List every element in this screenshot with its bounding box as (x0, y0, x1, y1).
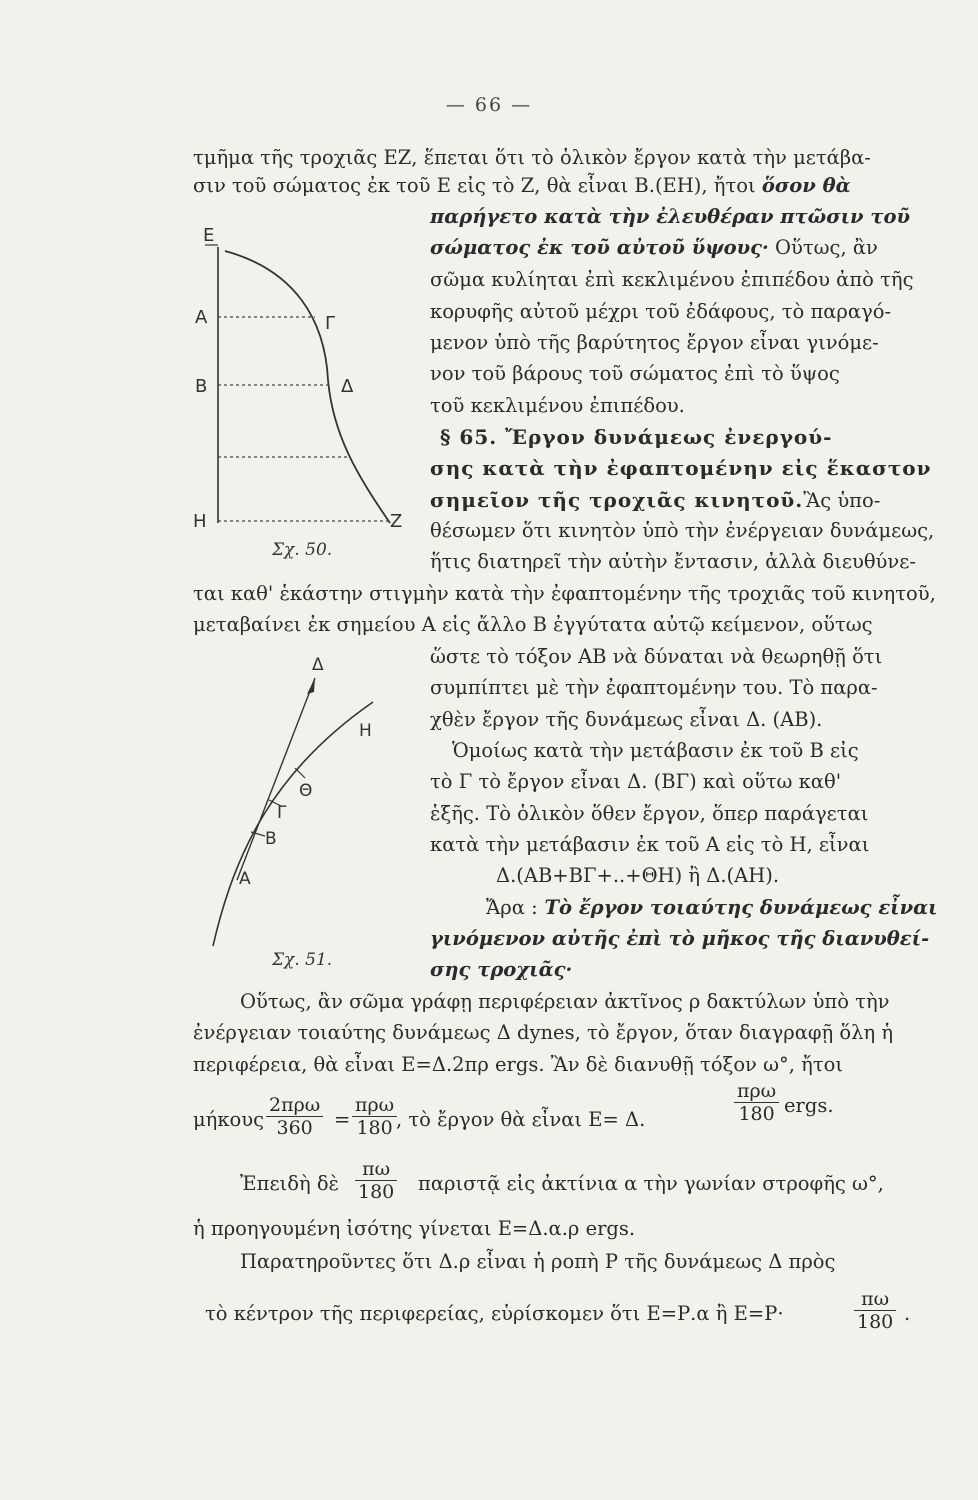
fig51-label-G: Γ (277, 803, 287, 823)
text-line-35-b: . (904, 1302, 911, 1325)
fraction-4-numerator: πω (355, 1158, 397, 1181)
figure-50-caption: Σχ. 50. (272, 540, 333, 560)
text-line-7: μενον ὑπὸ τῆς βαρύτητος ἔργον εἶναι γινόμε- (430, 331, 879, 354)
text-line-2-b: ὅσον θὰ (761, 174, 851, 197)
figure-51 (195, 650, 425, 960)
text-line-23: κατὰ τὴν μετάβασιν ἐκ τοῦ Α εἰς τὸ Η, εἶναι (430, 833, 870, 856)
text-line-4-a: σώματος ἐκ τοῦ αὐτοῦ ὕψους· (430, 236, 769, 259)
fraction-2-numerator: πρω (352, 1094, 397, 1117)
text-line-31-d: ergs. (784, 1094, 834, 1117)
fraction-3-denominator: 180 (738, 1103, 775, 1125)
section-title-part-2: σης κατὰ τὴν ἐφαπτομένην εἰς ἕκαστον (430, 456, 932, 480)
text-line-28: Οὕτως, ἂν σῶμα γράφῃ περιφέρειαν ἀκτῖνος ρ δακτύλων ὑπὸ τὴν (240, 990, 890, 1013)
fraction-5-denominator: 180 (857, 1311, 894, 1333)
text-line-34: Παρατηροῦντες ὅτι Δ.ρ εἶναι ἡ ροπὴ Ρ τῆς δυνάμεως Δ πρὸς (240, 1250, 836, 1273)
fig50-curve (225, 251, 390, 523)
fig51-tangent (237, 678, 315, 880)
text-line-22: ἑξῆς. Τὸ ὁλικὸν ὅθεν ἔργον, ὅπερ παράγεται (430, 802, 869, 825)
text-line-16: μεταβαίνει ἐκ σημείου Α εἰς ἄλλο Β ἐγγύτατα αὐτῷ κείμενον, οὕτως (193, 613, 873, 636)
fig51-arrowhead (307, 678, 315, 694)
fig51-label-D: Δ (312, 655, 324, 675)
text-line-24: Δ.(ΑΒ+ΒΓ+..+ΘΗ) ἢ Δ.(ΑΗ). (496, 864, 780, 887)
text-line-18: συμπίπτει μὲ τὴν ἐφαπτομένην του. Τὸ παρα- (430, 676, 878, 699)
text-line-32-b: παριστᾷ εἰς ἀκτίνια α τὴν γωνίαν στροφῆς ω°, (418, 1172, 884, 1195)
fig50-label-Z: Z (390, 511, 403, 532)
text-line-26: γινόμενον αὐτῆς ἐπὶ τὸ μῆκος τῆς διανυθεί- (430, 927, 930, 950)
fraction-2 (352, 1094, 397, 1139)
fraction-5-numerator: πω (854, 1288, 896, 1311)
figure-50 (185, 225, 425, 565)
fig50-label-D: Δ (341, 376, 354, 397)
section-title-part-1: Ἔργον δυνάμεως ἐνεργού- (497, 425, 833, 449)
fraction-4 (355, 1158, 397, 1203)
text-line-12 (430, 488, 880, 513)
text-line-31-a: μήκους (193, 1108, 265, 1131)
fig50-label-G: Γ (325, 313, 336, 334)
text-line-13: θέσωμεν ὅτι κινητὸν ὑπὸ τὴν ἐνέργειαν δυνάμεως, (430, 519, 935, 542)
figure-51-caption: Σχ. 51. (272, 950, 333, 970)
text-line-5: σῶμα κυλίηται ἐπὶ κεκλιμένου ἐπιπέδου ἀπὸ τῆς (430, 268, 914, 291)
text-line-32-a: Ἐπειδὴ δὲ (240, 1172, 340, 1195)
text-line-14: ἥτις διατηρεῖ τὴν αὐτὴν ἔντασιν, ἀλλὰ διευθύνε- (430, 550, 916, 573)
fig51-label-B: Β (265, 829, 277, 849)
fig50-label-B: Β (195, 376, 208, 397)
text-line-9: τοῦ κεκλιμένου ἐπιπέδου. (430, 394, 685, 417)
fraction-3 (734, 1080, 779, 1125)
text-line-25-b: Τὸ ἔργον τοιαύτης δυνάμεως εἶναι (537, 896, 938, 919)
text-line-1: τμῆμα τῆς τροχιᾶς ΕΖ, ἕπεται ὅτι τὸ ὁλικὸν ἔργον κατὰ τὴν μετάβα- (193, 146, 871, 169)
text-line-17: ὥστε τὸ τόξον ΑΒ νὰ δύναται νὰ θεωρηθῇ ὅτι (430, 645, 883, 668)
text-line-31-b: = (334, 1108, 351, 1131)
fig50-label-H: Η (193, 511, 207, 532)
fig51-label-TH: Θ (299, 781, 313, 801)
section-title-part-3: σημεῖον τῆς τροχιᾶς κινητοῦ. (430, 488, 804, 512)
fraction-5 (854, 1288, 896, 1333)
text-line-2 (193, 174, 851, 198)
fraction-2-denominator: 180 (356, 1117, 393, 1139)
text-line-19: χθὲν ἔργον τῆς δυνάμεως εἶναι Δ. (ΑΒ). (430, 708, 823, 731)
text-line-25 (486, 896, 938, 920)
text-line-20: Ὁμοίως κατὰ τὴν μετάβασιν ἐκ τοῦ Β εἰς (452, 739, 859, 762)
text-line-29: ἐνέργειαν τοιαύτης δυνάμεως Δ dynes, τὸ ἔργον, ὅταν διαγραφῇ ὅλη ἡ (193, 1021, 894, 1044)
text-line-3: παρήγετο κατὰ τὴν ἐλευθέραν πτῶσιν τοῦ (430, 205, 911, 228)
text-line-31-c: , τὸ ἔργον θὰ εἶναι Ε= Δ. (396, 1108, 646, 1131)
fig51-label-A: Α (239, 869, 251, 889)
fig51-trajectory (213, 702, 373, 946)
section-heading (440, 425, 832, 450)
text-line-25-a: Ἄρα : (486, 896, 538, 919)
fig51-label-H: Η (359, 721, 372, 741)
text-line-21: τὸ Γ τὸ ἔργον εἶναι Δ. (ΒΓ) καὶ οὕτω καθ' (430, 770, 842, 793)
text-line-33: ἡ προηγουμένη ἰσότης γίνεται Ε=Δ.α.ρ ergs. (193, 1217, 636, 1240)
text-line-4-b: Οὕτως, ἂν (768, 236, 878, 259)
section-number: § 65. (440, 425, 498, 449)
text-line-30: περιφέρεια, θὰ εἶναι Ε=Δ.2πρ ergs. Ἂν δὲ διανυθῇ τόξον ω°, ἤτοι (193, 1053, 844, 1076)
text-line-8: νον τοῦ βάρους τοῦ σώματος ἐπὶ τὸ ὕψος (430, 362, 840, 385)
fraction-1-numerator: 2πρω (266, 1094, 323, 1117)
fig51-mark-TH (295, 768, 305, 778)
page-number: — 66 — (445, 94, 533, 116)
fraction-4-denominator: 180 (358, 1181, 395, 1203)
text-line-12-b: Ἂς ὑπο- (803, 489, 881, 512)
fig50-label-E: Ε (203, 225, 215, 246)
text-line-15: ται καθ' ἑκάστην στιγμὴν κατὰ τὴν ἐφαπτομένην τῆς τροχιᾶς τοῦ κινητοῦ, (193, 582, 936, 605)
text-line-2-a: σιν τοῦ σώματος ἐκ τοῦ Ε εἰς τὸ Ζ, θὰ εἶναι Β.(ΕΗ), ἤτοι (193, 174, 756, 197)
text-line-6: κορυφῆς αὐτοῦ μέχρι τοῦ ἐδάφους, τὸ παραγό- (430, 300, 892, 323)
fraction-3-numerator: πρω (734, 1080, 779, 1103)
text-line-27: σης τροχιᾶς· (430, 958, 573, 981)
fig50-label-A: Α (195, 307, 208, 328)
text-line-35-a: τὸ κέντρον τῆς περιφερείας, εὑρίσκομεν ὅτι Ε=Ρ.α ἢ Ε=Ρ· (205, 1302, 784, 1325)
fraction-1 (266, 1094, 323, 1139)
fraction-1-denominator: 360 (276, 1117, 313, 1139)
text-line-4 (430, 236, 878, 260)
